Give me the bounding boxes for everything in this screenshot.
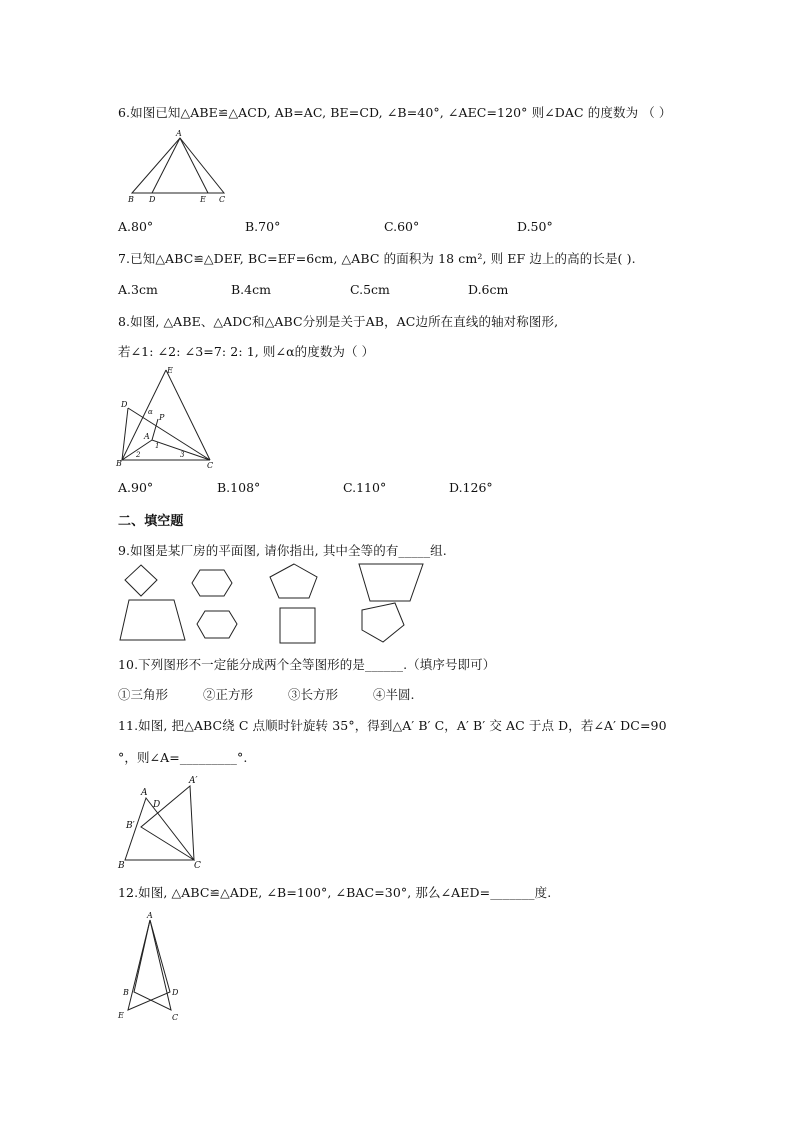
q6-label-d: D: [149, 195, 156, 204]
q9-text: 9.如图是某厂房的平面图, 请你指出, 其中全等的有_____组.: [118, 543, 447, 558]
q8-text-line1: 8.如图, △ABE、△ADC和△ABC分别是关于AB，AC边所在直线的轴对称图形,: [118, 314, 559, 329]
q7-option-a: A.3cm: [118, 282, 158, 297]
q8-segment-ap: [152, 419, 158, 440]
q8-segment-db: [122, 408, 128, 460]
q8-label-alpha: α: [148, 408, 153, 416]
q8-option-a: A.90°: [118, 480, 154, 495]
q9-figure: [118, 558, 448, 648]
q6-option-b: B.70°: [245, 219, 281, 234]
q6-label-b: B: [128, 195, 134, 204]
q8-text-line2: 若∠1: ∠2: ∠3=7: 2: 1, 则∠α的度数为（ ）: [118, 344, 375, 359]
q8-label-c: C: [207, 461, 214, 470]
q12-label-d: D: [172, 988, 179, 997]
q12-label-e: E: [118, 1011, 124, 1020]
q9-shape-trapezoid-1: [359, 564, 423, 601]
q11-label-b: B: [118, 861, 125, 871]
q10-text: 10.下列图形不一定能分成两个全等图形的是______.（填序号即可）: [118, 657, 496, 672]
q9-shape-hexagon-2: [197, 611, 237, 638]
q10-item-2: ②正方形: [203, 687, 254, 702]
q11-label-b-prime: B′: [126, 821, 135, 831]
q7-text: 7.已知△ABC≌△DEF, BC=EF=6cm, △ABC 的面积为 18 cm², 则 EF 边上的高的长是( ).: [118, 251, 636, 266]
q8-option-c: C.110°: [343, 480, 387, 495]
q6-label-e: E: [200, 195, 206, 204]
q8-label-d: D: [121, 400, 128, 409]
q7-option-d: D.6cm: [468, 282, 509, 297]
q8-label-p: P: [159, 413, 165, 422]
q12-label-a: A: [147, 911, 153, 920]
q9-shape-diamond: [125, 565, 157, 596]
q10-item-4: ④半圆.: [373, 687, 415, 702]
q10-item-3: ③长方形: [288, 687, 339, 702]
q6-label-c: C: [219, 195, 226, 204]
q9-shape-square: [280, 608, 315, 643]
q11-label-a: A: [141, 788, 148, 798]
q6-label-a: A: [176, 129, 182, 138]
q7-option-b: B.4cm: [231, 282, 271, 297]
q8-option-b: B.108°: [217, 480, 261, 495]
q11-label-a-prime: A′: [189, 776, 198, 786]
q9-shape-hexagon-1: [192, 570, 232, 596]
q6-figure: [118, 128, 238, 208]
q8-label-angle1: 1: [155, 442, 160, 450]
q11-text-line1: 11.如图, 把△ABC绕 C 点顺时针旋转 35°，得到△A′ B′ C，A′ B′ 交 AC 于点 D，若∠A′ DC=90: [118, 718, 667, 733]
q8-label-angle3: 3: [180, 451, 185, 459]
q8-label-a: A: [144, 432, 150, 441]
q6-segment-ae: [180, 138, 208, 193]
q8-label-e: E: [167, 366, 173, 375]
q11-label-c: C: [194, 861, 201, 871]
q12-triangle-abc: [134, 920, 171, 1010]
q8-label-b: B: [116, 459, 122, 468]
q8-option-d: D.126°: [449, 480, 493, 495]
q11-text-line2: °，则∠A=_________°.: [118, 750, 248, 765]
q9-shape-pentagon-1: [270, 564, 317, 598]
q11-triangle-apbpc: [141, 786, 194, 860]
q7-option-c: C.5cm: [350, 282, 390, 297]
q8-figure: [114, 364, 224, 470]
q11-label-d: D: [153, 800, 161, 810]
q12-label-b: B: [123, 988, 129, 997]
q6-option-a: A.80°: [118, 219, 154, 234]
q8-label-angle2: 2: [136, 451, 141, 459]
q6-option-d: D.50°: [517, 219, 553, 234]
q6-option-c: C.60°: [384, 219, 420, 234]
q12-figure: [114, 910, 194, 1024]
q12-text: 12.如图, △ABC≌△ADE, ∠B=100°, ∠BAC=30°, 那么∠AED=_______度.: [118, 885, 552, 900]
q6-triangle-abc: [132, 138, 224, 193]
q6-text: 6.如图已知△ABE≌△ACD, AB=AC, BE=CD, ∠B=40°, ∠AEC=120° 则∠DAC 的度数为 （ ）: [118, 105, 672, 120]
q12-triangle-ade: [128, 920, 170, 1010]
q12-label-c: C: [172, 1013, 179, 1022]
q9-shape-pentagon-2: [362, 603, 404, 642]
q11-figure: [116, 774, 212, 872]
section-2-title: 二、填空题: [118, 514, 184, 529]
q9-shape-trapezoid-2: [120, 600, 185, 640]
q10-item-1: ①三角形: [118, 687, 169, 702]
